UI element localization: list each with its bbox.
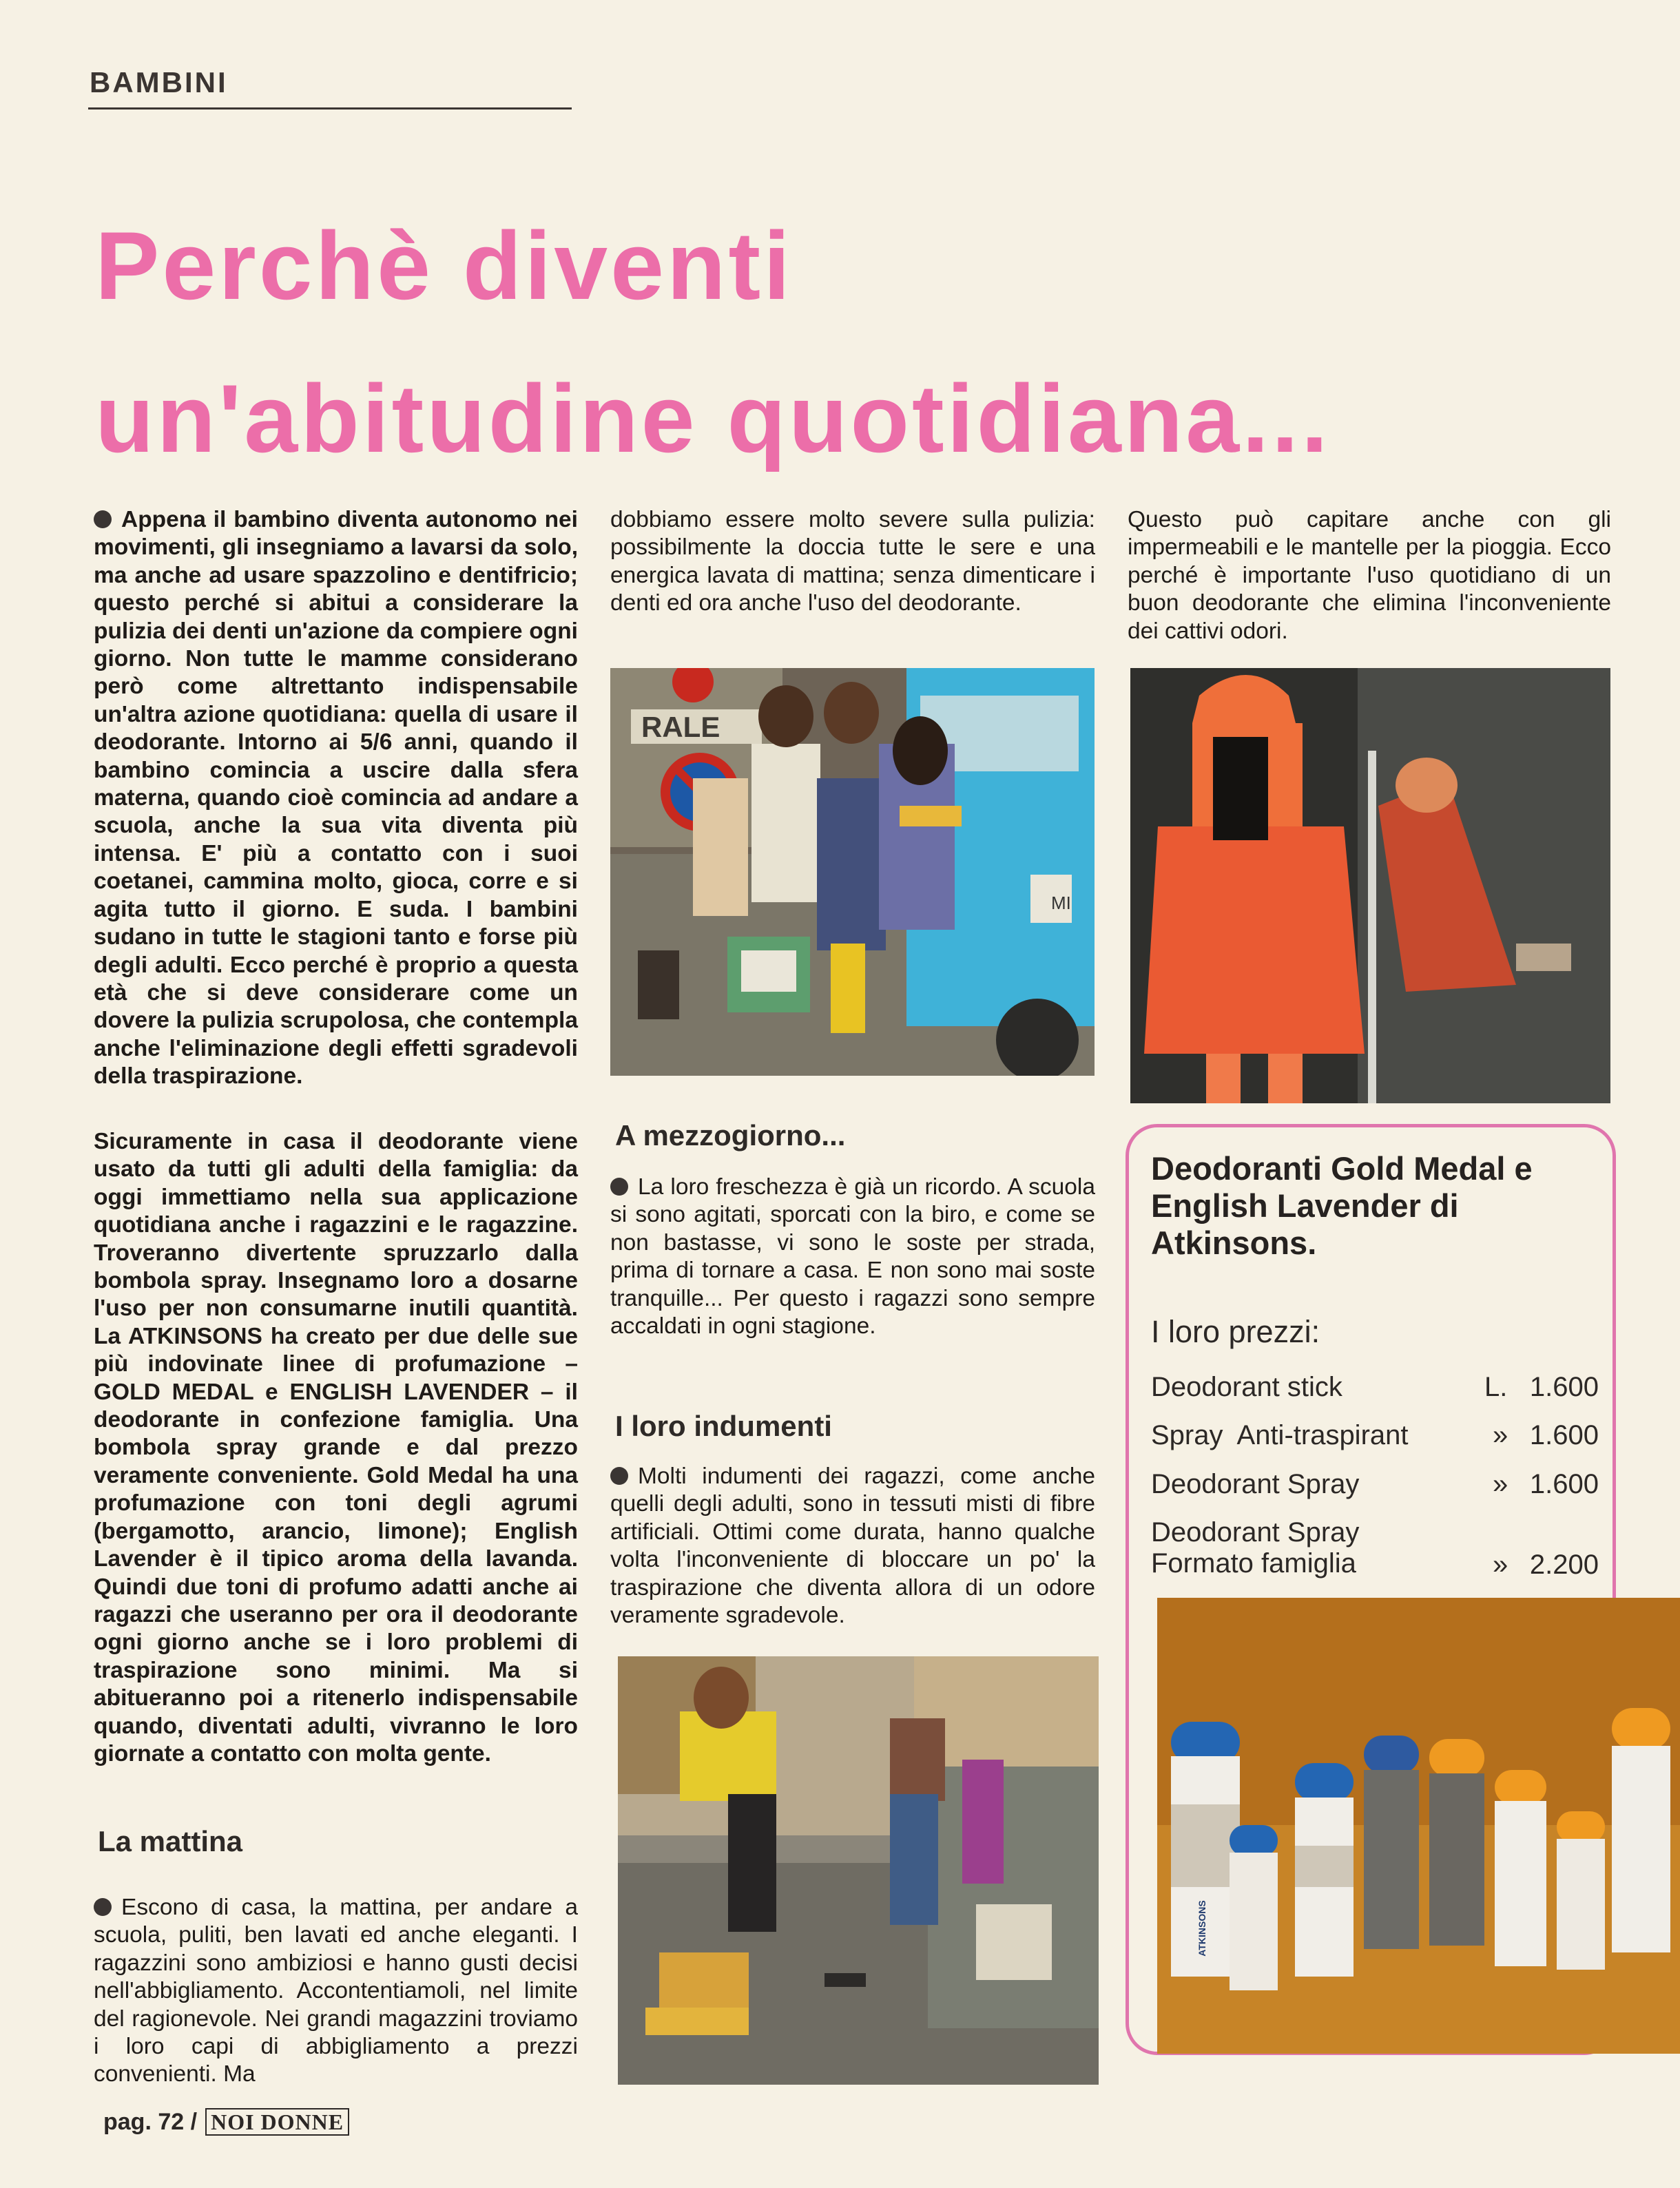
mezzogiorno-paragraph bbox=[610, 1174, 1095, 1340]
intro-paragraph-2: Sicuramente in casa il deodorante viene usato da tutti gli adulti della famiglia: da oggi immettiamo nella sua applicazione quotidiana anche i ragazzini e le ragazzine. Troveranno divertente spruzzarlo dalla bombola spray. Insegnamo loro a dosarne l'uso per non consumarne inutili quantità. La ATKINSONS ha creato per due delle sue più indovinate linee di profumazione – GOLD MEDAL e ENGLISH LAVENDER – il deodorante in confezione famiglia. Una bombola spray grande e dal prezzo veramente conveniente. Gold Medal ha una profumazione con toni degli agrumi (bergamotto, arancio, limone); English Lavender è il tipico aroma della lavanda. Quindi due toni di profumo adatti anche ai ragazzi che useranno per ora il deodorante ogni giorno anche se i loro problemi di traspirazione sono minimi. Ma si abitueranno poi a ritenerlo indispensabile quando, diventati adulti, vivranno le loro giornate a contatto con molta gente. bbox=[94, 1129, 578, 1767]
photo-schoolchildren-street bbox=[610, 668, 1095, 1076]
price-row-stick bbox=[1151, 1372, 1599, 1405]
price-value: 1.600 bbox=[1529, 1372, 1599, 1402]
headline bbox=[95, 189, 1473, 495]
price-currency: » bbox=[1493, 1420, 1508, 1450]
intro-paragraph bbox=[94, 506, 578, 1091]
mattina-text: Escono di casa, la mattina, per andare a scuola, puliti, ben lavati ed anche eleganti. I ragazzini sono ambiziosi e hanno gusti decisi nell'abbigliamento. Accontentiamoli, nel limite del ragionevole. Nei grandi magazzini troviamo i loro capi di abbigliamento a prezzi convenienti. Ma bbox=[94, 1895, 578, 2087]
section-rule bbox=[88, 107, 572, 110]
price-value: 1.600 bbox=[1529, 1469, 1599, 1499]
bullet-icon bbox=[610, 1467, 628, 1485]
magazine-name: NOI DONNE bbox=[205, 2108, 349, 2136]
price-currency: » bbox=[1493, 1469, 1508, 1499]
spray-can-orange bbox=[1429, 1739, 1484, 1946]
photo-kids-playing bbox=[618, 1656, 1099, 2085]
street-sign-text: RALE bbox=[641, 711, 720, 743]
plate-text: MI bbox=[1051, 893, 1071, 913]
spray-can-dark-blue bbox=[1364, 1736, 1419, 1949]
headline-line-2: un'abitudine quotidiana... bbox=[95, 364, 1331, 472]
prices-label: I loro prezzi: bbox=[1151, 1314, 1320, 1349]
can-brand: ATKINSONS bbox=[1196, 1900, 1207, 1957]
price-label: Deodorant Spray bbox=[1151, 1469, 1360, 1499]
price-label: Deodorant stick bbox=[1151, 1372, 1342, 1402]
bullet-icon bbox=[94, 510, 112, 528]
photo-deodorant-cans bbox=[1157, 1598, 1680, 2054]
bullet-icon bbox=[94, 1898, 112, 1916]
col3-text: Questo può capitare anche con gli impermeabili e le mantelle per la pioggia. Ecco perché è importante l'uso quotidiano di un buon deodorante che elimina l'inconveniente dei cattivi odori. bbox=[1128, 507, 1611, 644]
spray-can-orange-small bbox=[1557, 1811, 1605, 1970]
section-label: BAMBINI bbox=[90, 66, 228, 98]
mattina-paragraph bbox=[94, 1894, 578, 2089]
indumenti-text: Molti indumenti dei ragazzi, come anche quelli degli adulti, sono in tessuti misti di fibre artificiali. Ottimi come durata, hanno qualche volta l'inconveniente di bloccare un po' la traspirazione che diventa allora di un odore veramente sgradevole. bbox=[610, 1463, 1095, 1629]
footer-separator: / bbox=[190, 2109, 198, 2135]
spray-can-small-blue bbox=[1230, 1825, 1278, 1990]
indumenti-heading: I loro indumenti bbox=[615, 1410, 832, 1442]
photo-raincoats bbox=[1130, 668, 1610, 1103]
intro-text-1: Appena il bambino diventa autonomo nei movimenti, gli insegniamo a lavarsi da solo, ma anche ad usare spazzolino e dentifricio; questo perché si abitui a considerare la pulizia dei denti un'azione da compiere ogni giorno. Non tutte le mamme considerano però come altrettanto indispensabile un'altra azione quotidiana: quella di usare il deodorante. Intorno ai 5/6 anni, quando il bambino comincia a uscire dalla sfera materna, quando cioè comincia ad andare a scuola, anche la sua vita diventa più intensa. E' più a contatto con i suoi coetanei, cammina molto, gioca, corre e si agita tutto il giorno. E suda. I bambini sudano in tutte le stagioni tanto e forse più degli adulti. Ecco perché è proprio a questa età che si deve considerare come un dovere la pulizia scrupolosa, che contempla anche l'eliminazione degli effetti sgradevoli della traspirazione. bbox=[94, 507, 578, 1090]
mattina-heading: La mattina bbox=[98, 1825, 243, 1857]
spray-can-orange-large bbox=[1612, 1708, 1670, 1952]
price-value: 1.600 bbox=[1529, 1420, 1599, 1450]
indumenti-paragraph bbox=[610, 1463, 1095, 1629]
price-label: Spray Anti-traspirant bbox=[1151, 1420, 1409, 1450]
price-label: Deodorant Spray Formato famiglia bbox=[1151, 1517, 1360, 1579]
price-currency: » bbox=[1493, 1550, 1508, 1580]
headline-line-1: Perchè diventi bbox=[95, 211, 794, 320]
spray-can-orange-2 bbox=[1495, 1770, 1546, 1966]
spray-can-blue bbox=[1295, 1763, 1354, 1977]
page-number: pag. 72 bbox=[103, 2109, 185, 2135]
price-row-famiglia bbox=[1151, 1517, 1599, 1583]
price-row-antitraspirant bbox=[1151, 1420, 1599, 1453]
price-box-title: Deodoranti Gold Medal e English Lavender di Atkinsons. bbox=[1151, 1150, 1533, 1261]
bullet-icon bbox=[610, 1178, 628, 1196]
col2-continued-text: dobbiamo essere molto severe sulla pulizia: possibilmente la doccia tutte le sere e una energica lavata di mattina; senza dimenticare i denti ed ora anche l'uso del deodorante. bbox=[610, 507, 1095, 616]
price-row-spray bbox=[1151, 1469, 1599, 1502]
mezzogiorno-text: La loro freschezza è già un ricordo. A scuola si sono agitati, sporcati con la biro, e come se non bastasse, vi sono le soste per strada, prima di tornare a casa. E non sono mai soste tranquille... Per questo i ragazzi sono sempre accaldati in ogni stagione. bbox=[610, 1174, 1095, 1340]
price-value: 2.200 bbox=[1529, 1550, 1599, 1580]
page-footer bbox=[103, 2109, 349, 2136]
price-currency: L. bbox=[1484, 1372, 1508, 1402]
mezzogiorno-heading: A mezzogiorno... bbox=[615, 1119, 846, 1152]
